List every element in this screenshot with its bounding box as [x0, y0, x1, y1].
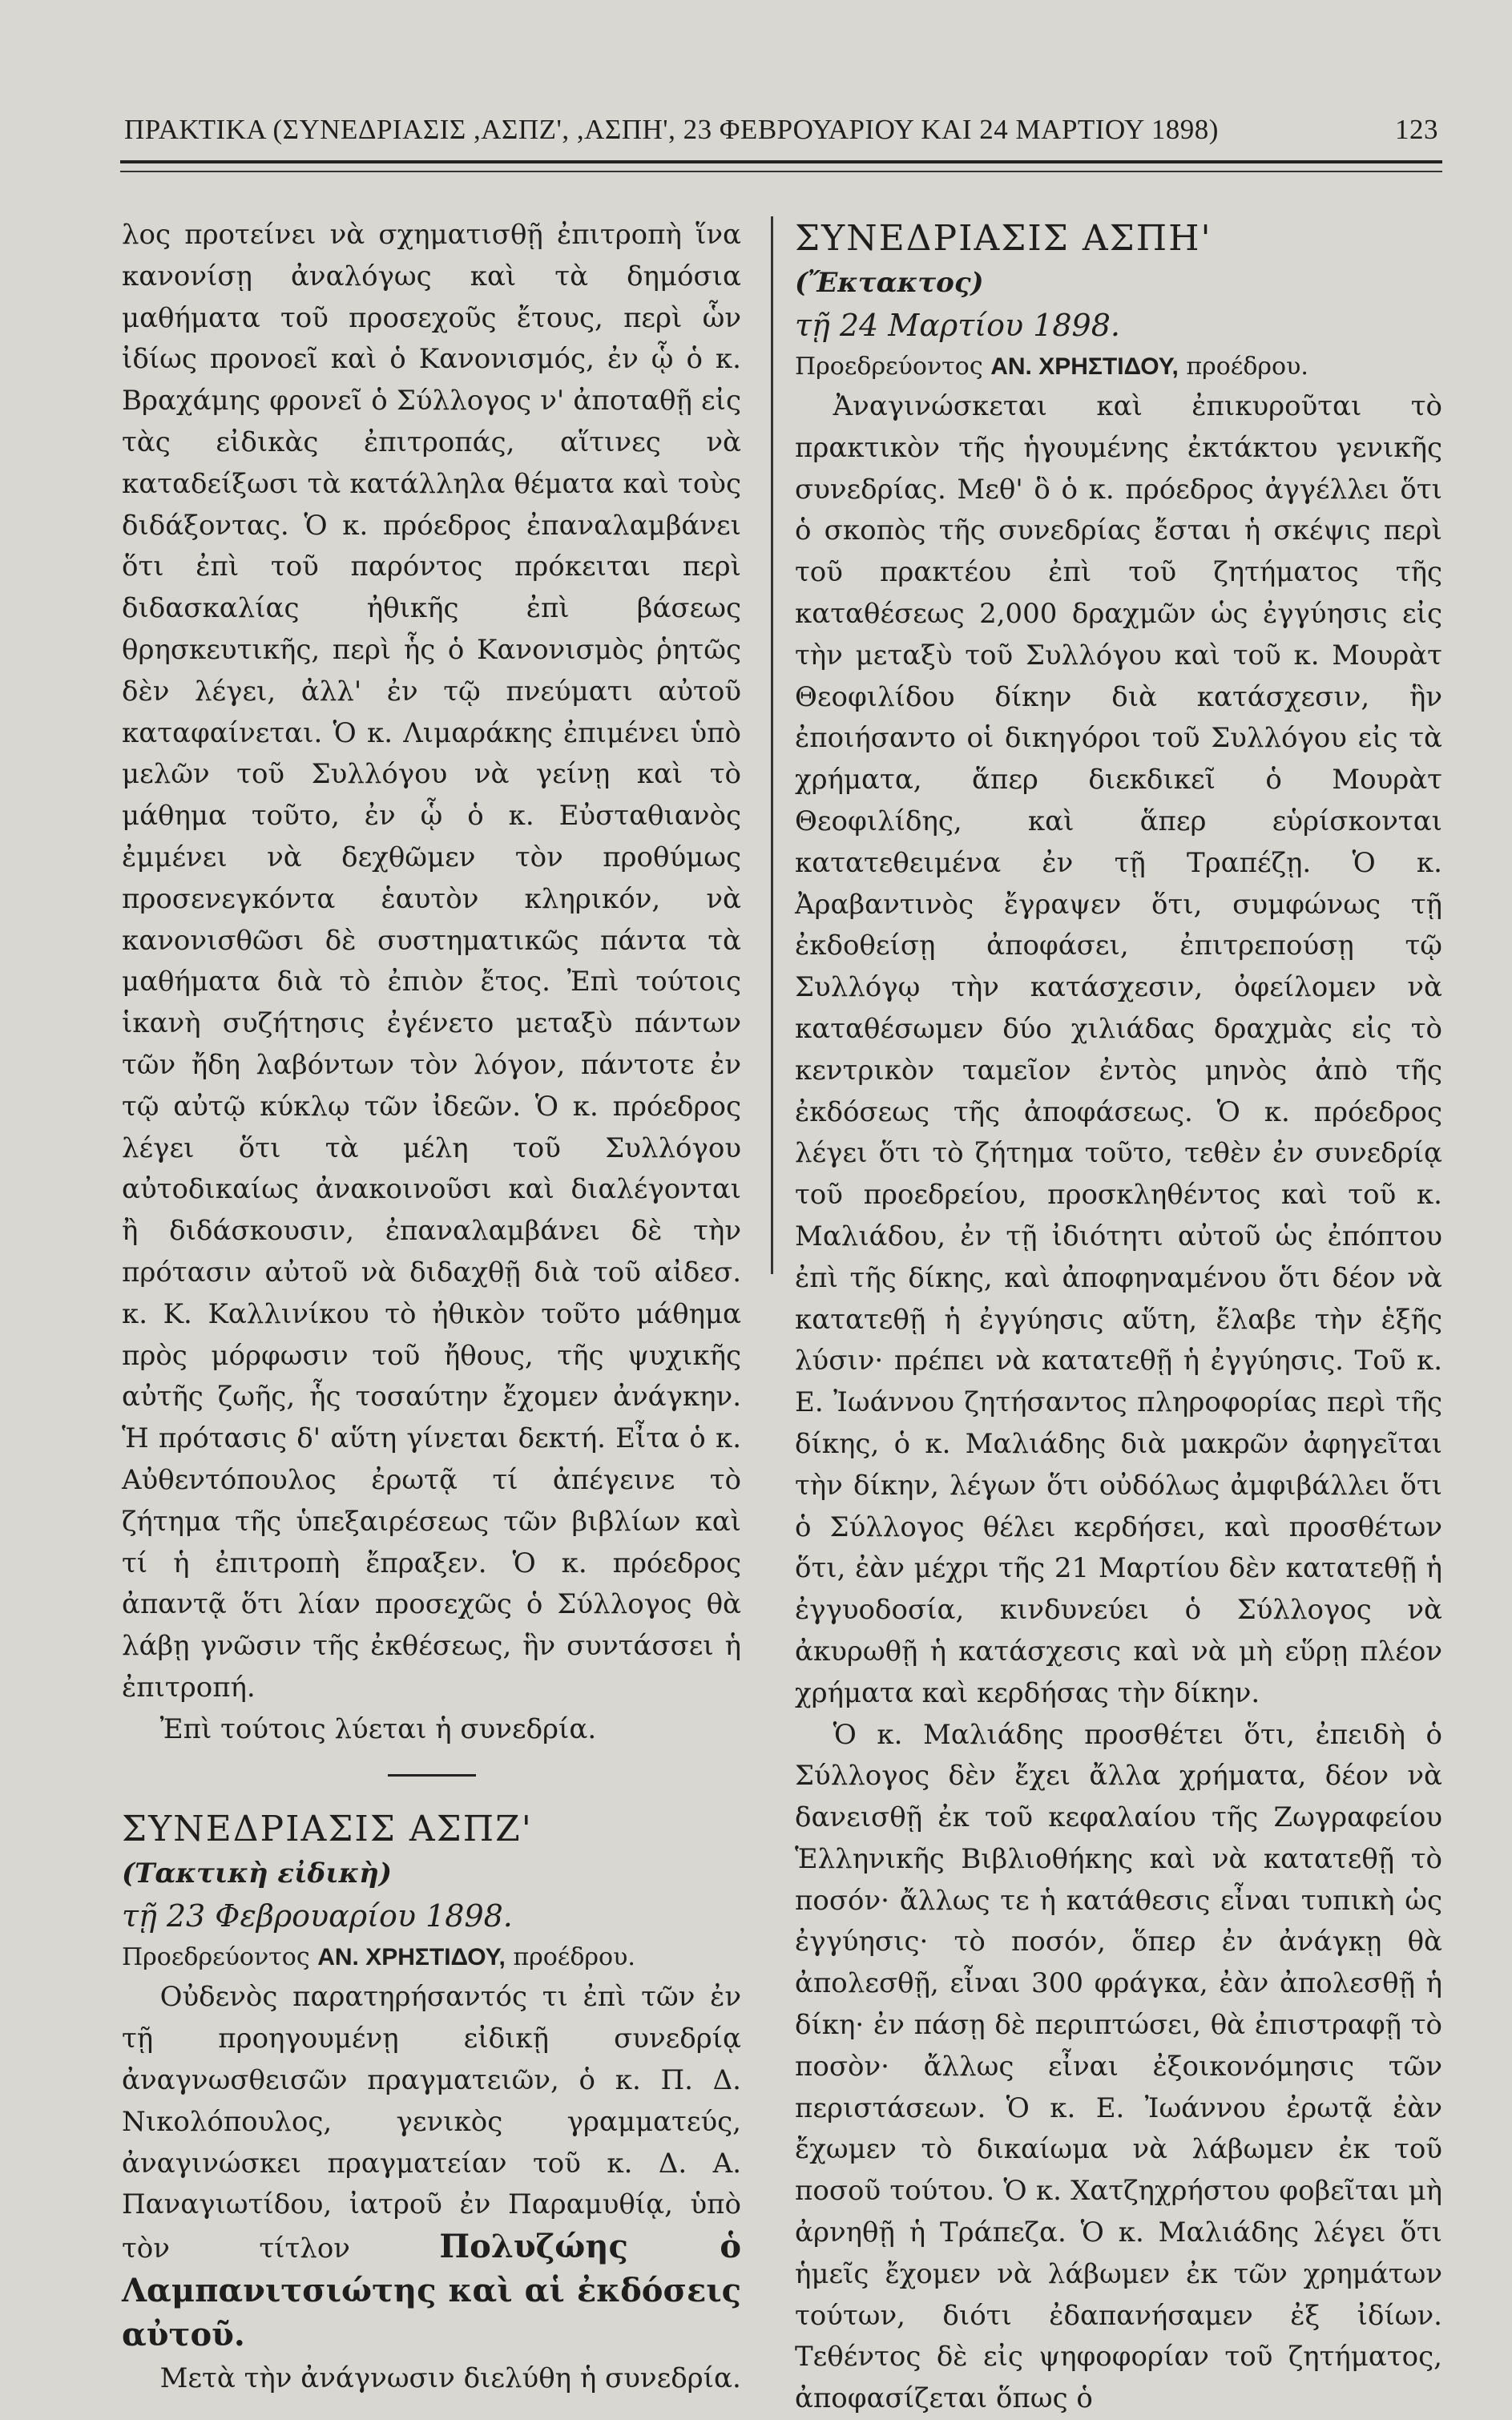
left-column	[122, 215, 741, 2399]
continuation-paragraph: λος προτείνει νὰ σχηματισθῇ ἐπιτροπὴ ἵνα κανονίσῃ ἀναλόγως καὶ τὰ δημόσια μαθήματα τοῦ προσεχοῦς ἔτους, περὶ ὧν ἰδίως προνοεῖ καὶ ὁ Κανονισμός, ἐν ᾧ ὁ κ. Βραχάμης φρονεῖ ὁ Σύλλογος ν' ἀποταθῇ εἰς τὰς εἰδικὰς ἐπιτροπάς, αἵτινες νὰ καταδείξωσι τὰ κατάλληλα θέματα καὶ τοὺς διδάξοντας. Ὁ κ. πρόεδρος ἐπαναλαμβάνει ὅτι ἐπὶ τοῦ παρόντος πρόκειται περὶ διδασκαλίας ἠθικῆς ἐπὶ βάσεως θρησκευτικῆς, περὶ ἧς ὁ Κανονισμὸς ῥητῶς δὲν λέγει, ἀλλ' ἐν τῷ πνεύματι αὐτοῦ καταφαίνεται. Ὁ κ. Λιμαράκης ἐπιμένει ὑπὸ μελῶν τοῦ Συλλόγου νὰ γείνῃ καὶ τὸ μάθημα τοῦτο, ἐν ᾧ ὁ κ. Εὐσταθιανὸς ἐμμένει νὰ δεχθῶμεν τὸν προθύμως προσενεγκόντα ἑαυτὸν κληρικόν, νὰ κανονισθῶσι δὲ συστηματικῶς πάντα τὰ μαθήματα διὰ τὸ ἐπιὸν ἔτος. Ἐπὶ τούτοις ἱκανὴ συζήτησις ἐγένετο μεταξὺ πάντων τῶν ἤδη λαβόντων τὸν λόγον, πάντοτε ἐν τῷ αὐτῷ κύκλῳ τῶν ἰδεῶν. Ὁ κ. πρόεδρος λέγει ὅτι τὰ μέλη τοῦ Συλλόγου αὐτοδικαίως ἀνακοινοῦσι καὶ διαλέγονται ἢ διδάσκουσιν, ἐπαναλαμβάνει δὲ τὴν πρότασιν αὐτοῦ νὰ διδαχθῇ διὰ τοῦ αἰδεσ. κ. Κ. Καλλινίκου τὸ ἠθικὸν τοῦτο μάθημα πρὸς μόρφωσιν τοῦ ἤθους, τῆς ψυχικῆς αὐτῆς ζωῆς, ἧς τοσαύτην ἔχομεν ἀνάγκην. Ἡ πρότασις δ' αὕτη γίνεται δεκτή. Εἶτα ὁ κ. Αὐθεντόπουλος ἐρωτᾷ τί ἀπέγεινε τὸ ζήτημα τῆς ὑπεξαιρέσεως τῶν βιβλίων καὶ τί ἡ ἐπιτροπὴ ἔπραξεν. Ὁ κ. πρόεδρος ἀπαντᾷ ὅτι λίαν προσεχῶς ὁ Σύλλογος θὰ λάβῃ γνῶσιν τῆς ἐκθέσεως, ἣν συντάσσει ἡ ἐπιτροπή.	[122, 215, 741, 1709]
header-rule-thin	[120, 171, 1442, 172]
session-type: (Ἔκτακτος)	[795, 263, 1442, 303]
session-body: Οὐδενὸς παρατηρήσαντός τι ἐπὶ τῶν ἐν τῇ προηγουμένῃ εἰδικῇ συνεδρίᾳ ἀναγνωσθεισῶν πραγματειῶν, ὁ κ. Π. Δ. Νικολόπουλος, γενικὸς γραμματεύς, ἀναγινώσκει πραγματείαν τοῦ κ. Δ. Α. Παναγιωτίδου, ἰατροῦ ἐν Παραμυθίᾳ, ὑπὸ τὸν τίτλον Πολυζώης ὁ Λαμπανιτσιώτης καὶ αἱ ἐκδόσεις αὐτοῦ.	[122, 1977, 741, 2357]
session-closing: Μετὰ τὴν ἀνάγνωσιν διελύθη ἡ συνεδρία.	[122, 2358, 741, 2400]
header-rule-thick	[120, 160, 1442, 163]
session-type: (Τακτικὴ εἰδικὴ)	[122, 1853, 741, 1894]
session-date: τῇ 23 Φεβρουαρίου 1898.	[122, 1894, 741, 1938]
right-column	[795, 215, 1442, 2420]
session-presiding: Προεδρεύοντος ΑΝ. ΧΡΗΣΤΙΔΟΥ, προέδρου.	[795, 348, 1442, 386]
column-divider	[771, 216, 773, 1274]
session-date: τῇ 24 Μαρτίου 1898.	[795, 303, 1442, 348]
paragraph-2: Ὁ κ. Μαλιάδης προσθέτει ὅτι, ἐπειδὴ ὁ Σύλλογος δὲν ἔχει ἄλλα χρήματα, δέον νὰ δανεισθῇ ἐκ τοῦ κεφαλαίου τῆς Ζωγραφείου Ἑλληνικῆς Βιβλιοθήκης καὶ νὰ κατατεθῇ τὸ ποσόν· ἄλλως τε ἡ κατάθεσις εἶναι τυπικὴ ὡς ἐγγύησις· τὸ ποσόν, ὅπερ ἐν ἀνάγκῃ θὰ ἀπολεσθῇ, εἶναι 300 φράγκα, ἐὰν ἀπολεσθῇ ἡ δίκη· ἐν πάσῃ δὲ περιπτώσει, θὰ ἐπιστραφῇ τὸ ποσὸν· ἄλλως εἶναι ἐξοικονόμησις τῶν περιστάσεων. Ὁ κ. Ε. Ἰωάννου ἐρωτᾷ ἐὰν ἔχωμεν τὸ δικαίωμα νὰ λάβωμεν ἐκ τοῦ ποσοῦ τούτου. Ὁ κ. Χατζηχρήστου φοβεῖται μὴ ἀρνηθῇ ἡ Τράπεζα. Ὁ κ. Μαλιάδης λέγει ὅτι ἡμεῖς ἔχομεν νὰ λάβωμεν ἐκ τῶν χρημάτων τούτων, διότι ἐδαπανήσαμεν ἐξ ἰδίων. Τεθέντος δὲ εἰς ψηφοφορίαν τοῦ ζητήματος, ἀποφασίζεται ὅπως ὁ	[795, 1715, 1442, 2420]
header-title: ΠΡΑΚΤΙΚΑ (ΣΥΝΕΔΡΙΑΣΙΣ ,ΑΣΠΖ', ,ΑΣΠΗ', 23 ΦΕΒΡΟΥΑΡΙΟΥ ΚΑΙ 24 ΜΑΡΤΙΟΥ 1898)	[124, 114, 1219, 146]
session-title-aspz: ΣΥΝΕΔΡΙΑΣΙΣ ΑΣΠΖ'	[122, 1805, 741, 1853]
closing-line: Ἐπὶ τούτοις λύεται ἡ συνεδρία.	[122, 1709, 741, 1751]
page-number: 123	[1395, 114, 1438, 146]
session-presiding: Προεδρεύοντος ΑΝ. ΧΡΗΣΤΙΔΟΥ, προέδρου.	[122, 1938, 741, 1977]
running-header	[124, 114, 1438, 146]
paragraph-1: Ἀναγινώσκεται καὶ ἐπικυροῦται τὸ πρακτικὸν τῆς ἡγουμένης ἐκτάκτου γενικῆς συνεδρίας. Μεθ' ὃ ὁ κ. πρόεδρος ἀγγέλλει ὅτι ὁ σκοπὸς τῆς συνεδρίας ἔσται ἡ σκέψις περὶ τοῦ πρακτέου ἐπὶ τοῦ ζητήματος τῆς καταθέσεως 2,000 δραχμῶν ὡς ἐγγύησις εἰς τὴν μεταξὺ τοῦ Συλλόγου καὶ τοῦ κ. Μουρὰτ Θεοφιλίδου δίκην διὰ κατάσχεσιν, ἣν ἐποιήσαντο οἱ δικηγόροι τοῦ Συλλόγου εἰς τὰ χρήματα, ἅπερ διεκδικεῖ ὁ Μουρὰτ Θεοφιλίδης, καὶ ἅπερ εὑρίσκονται κατατεθειμένα ἐν τῇ Τραπέζῃ. Ὁ κ. Ἀραβαντινὸς ἔγραψεν ὅτι, συμφώνως τῇ ἐκδοθείσῃ ἀποφάσει, ἐπιτρεπούσῃ τῷ Συλλόγῳ τὴν κατάσχεσιν, ὀφείλομεν νὰ καταθέσωμεν δύο χιλιάδας δραχμὰς εἰς τὸ κεντρικὸν ταμεῖον ἐντὸς μηνὸς ἀπὸ τῆς ἐκδόσεως τῆς ἀποφάσεως. Ὁ κ. πρόεδρος λέγει ὅτι τὸ ζήτημα τοῦτο, τεθὲν ἐν συνεδρίᾳ τοῦ προεδρείου, προσκληθέντος καὶ τοῦ κ. Μαλιάδου, ἐν τῇ ἰδιότητι αὐτοῦ ὡς ἐπόπτου ἐπὶ τῆς δίκης, καὶ ἀποφηναμένου ὅτι δέον νὰ κατατεθῇ ἡ ἐγγύησις αὕτη, ἔλαβε τὴν ἑξῆς λύσιν· πρέπει νὰ κατατεθῇ ἡ ἐγγύησις. Τοῦ κ. Ε. Ἰωάννου ζητήσαντος πληροφορίας περὶ τῆς δίκης, ὁ κ. Μαλιάδης διὰ μακρῶν ἀφηγεῖται τὴν δίκην, λέγων ὅτι οὐδόλως ἀμφιβάλλει ὅτι ὁ Σύλλογος θέλει κερδήσει, καὶ προσθέτων ὅτι, ἐὰν μέχρι τῆς 21 Μαρτίου δὲν κατατεθῇ ἡ ἐγγυοδοσία, κινδυνεύει ὁ Σύλλογος νὰ ἀκυρωθῇ ἡ κατάσχεσις καὶ νὰ μὴ εὕρῃ πλέον χρήματα καὶ κερδήσας τὴν δίκην.	[795, 386, 1442, 1715]
session-title-asph: ΣΥΝΕΔΡΙΑΣΙΣ ΑΣΠΗ'	[795, 215, 1442, 263]
treatise-title: Πολυζώης ὁ Λαμπανιτσιώτης καὶ αἱ ἐκδόσεις αὐτοῦ.	[122, 2228, 741, 2353]
section-separator	[388, 1774, 476, 1777]
